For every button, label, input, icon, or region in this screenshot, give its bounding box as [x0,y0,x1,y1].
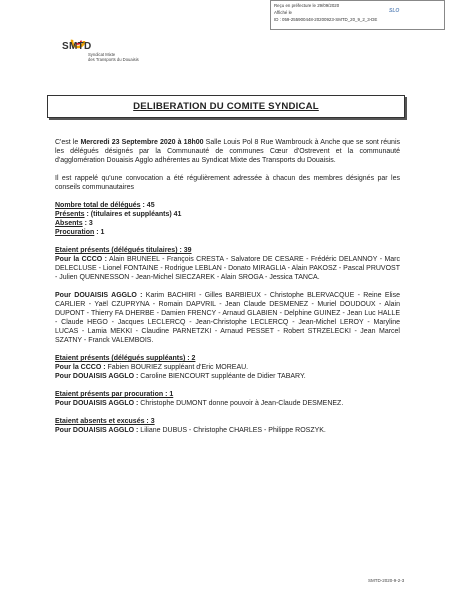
document-title: DELIBERATION DU COMITE SYNDICAL [133,101,319,112]
count-procuration: Procuration : 1 [55,229,105,236]
titulaires-heading: Etaient présents (délégués titulaires) : 39 [55,247,192,254]
deliberation-body [55,138,400,435]
stamp-received: Reçu en préfecture le 29/09/2020 [274,3,340,8]
count-present: Présents : (titulaires et suppléants) 41 [55,211,182,218]
suppleants-agglo: Pour DOUAISIS AGGLO : Caroline BIENCOURT suppléante de Didier TABARY. [55,373,306,380]
procuration-agglo: Pour DOUAISIS AGGLO : Christophe DUMONT donne pouvoir à Jean-Claude DESMENEZ. [55,400,344,407]
stamp-slo-mark: SLO [389,8,400,14]
procuration-heading: Etaient présents par procuration : 1 [55,391,174,398]
stamp-id: ID : 059-255900448-20200923-SMTD_20_9_2_3-DE [274,17,378,22]
intro-paragraph: C'est le Mercredi 23 Septembre 2020 à 18h00 Salle Louis Pol 8 Rue Wambrouck à Anche que se sont réunis les délégués désignés par la Communauté de communes Cœur d'Ostrevent et la communauté d'agglomération Douaisis Agglo adhérentes au Syndicat Mixte des Transports du Douaisis. [55,139,400,164]
logo-subtitle: Syndicat Mixte des Transports du Douaisis [88,52,139,62]
absents-heading: Etaient absents et excusés : 3 [55,418,155,425]
titulaires-ccco: Pour la CCCO : Alain BRUNEEL - François CRESTA - Salvatore DE CESARE - Frédéric DELANNOY - Marc DELECLUSE - Lionel FONTAINE - Rodrigue LEBLAN - Donato MIRAGLIA - Alain PAKOSZ - Pascal PRUVOST - Julien QUENNESSON - Jean-Michel SIECZAREK - Alain SROGA - Jessica TANCA. [55,256,400,281]
prefecture-stamp [270,0,445,30]
logo-wordmark: SMTD [62,41,92,52]
convocation-paragraph: Il est rappelé qu'une convocation a été régulièrement adressée à chacun des membres désignés par les conseils communautaires [55,175,400,191]
stamp-posted: Affiché le [274,10,292,15]
absents-agglo: Pour DOUAISIS AGGLO : Liliane DUBUS - Christophe CHARLES - Philippe ROSZYK. [55,427,326,434]
titulaires-agglo: Pour DOUAISIS AGGLO : Karim BACHIRI - Gilles BARBIEUX - Christophe BLERVACQUE - Reine Elise CARLIER - Yaël CZUPRYNA - Romain DAPVRIL - Jean Claude DESMENEZ - Muriel DOUDOUX - Alain DUPONT - Thierry FA DHERBE - Damien FRENCY - Arnaud GLABIEN - Delphine GUINEZ - Jean Luc HALLE - Claude HEGO - Jacques LECLERCQ - Jean-Christophe LECLERCQ - Jean-Michel LEROY - Maryline LUCAS - Lamia MEKKI - Claudine PARNETZKI - Arnaud PESSET - Robert STRZELECKI - Jean Marcel SZATNY - Franck VALEMBOIS. [55,292,400,344]
document-reference: SMTD-2020-9-2-3 [368,578,405,583]
counts-block [55,201,400,237]
suppleants-heading: Etaient présents (délégués suppléants) : 2 [55,355,196,362]
count-absent: Absents : 3 [55,220,93,227]
suppleants-ccco: Pour la CCCO : Fabien BOURIEZ suppléant d'Eric MOREAU. [55,364,249,371]
count-total: Nombre total de délégués : 45 [55,202,155,209]
document-title-box [47,95,405,118]
